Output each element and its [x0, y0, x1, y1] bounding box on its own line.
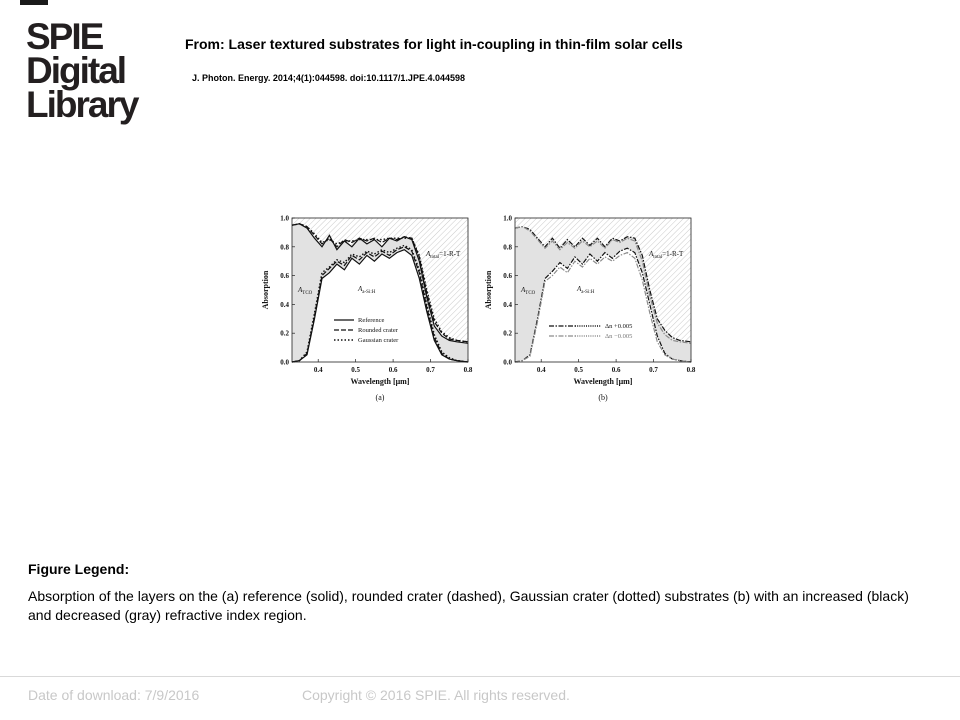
figure-image	[258, 208, 703, 413]
annotation-total: $A_{total}=1-R-T$	[649, 250, 684, 260]
panel-label: (b)	[598, 393, 608, 402]
copyright-notice: Copyright © 2016 SPIE. All rights reserved.	[302, 687, 570, 703]
y-tick-label: 0.8	[280, 243, 289, 252]
y-tick-label: 0.2	[280, 329, 289, 338]
x-tick-label: 0.4	[536, 366, 546, 374]
x-tick-label: 0.5	[574, 366, 584, 374]
y-tick-label: 0.6	[280, 272, 289, 281]
article-title: From: Laser textured substrates for light in-coupling in thin-film solar cells	[185, 36, 683, 52]
y-tick-label: 0.2	[503, 329, 512, 338]
y-axis-label: Absorption	[484, 270, 493, 310]
figure-legend-text: Absorption of the layers on the (a) reference (solid), rounded crater (dashed), Gaussian crater (dotted) substrates (b) with an increased (black) and decreased (gray) refractive index region.	[28, 588, 909, 623]
x-tick-label: 0.6	[611, 366, 621, 374]
x-tick-label: 0.8	[686, 366, 696, 374]
panel-label: (a)	[375, 393, 385, 402]
legend-label: Reference	[358, 317, 385, 324]
x-tick-label: 0.5	[351, 366, 361, 374]
top-marker	[20, 0, 48, 5]
x-tick-label: 0.8	[463, 366, 473, 374]
y-tick-label: 0.4	[503, 300, 512, 309]
legend-label: Δn +0.005	[605, 323, 633, 330]
annotation-total: $A_{total}=1-R-T$	[426, 250, 461, 260]
y-tick-label: 0.8	[503, 243, 512, 252]
annotation-asi: $A_{a-Si:H}$	[577, 285, 595, 295]
y-axis-label: Absorption	[261, 270, 270, 310]
legend-label: Rounded crater	[358, 327, 398, 334]
annotation-tco: $A_{TCO}$	[298, 286, 313, 296]
annotation-asi: $A_{a-Si:H}$	[358, 285, 376, 295]
chart-panel-a	[261, 215, 473, 403]
y-tick-label: 0.6	[503, 272, 512, 281]
spie-digital-library-logo[interactable]	[26, 16, 138, 125]
logo-line-1: SPIE	[26, 16, 103, 57]
y-tick-label: 1.0	[503, 214, 512, 223]
legend-label: Gaussian crater	[358, 337, 399, 344]
annotation-tco: $A_{TCO}$	[521, 286, 536, 296]
footer-divider	[0, 676, 960, 677]
x-axis-label: Wavelength [μm]	[573, 377, 633, 386]
x-tick-label: 0.7	[426, 366, 435, 374]
chart-panel-b	[484, 215, 696, 403]
logo-line-2: Digital	[26, 50, 126, 91]
legend-label: Δn −0.005	[605, 333, 633, 340]
y-tick-label: 0.0	[503, 358, 512, 367]
x-tick-label: 0.6	[388, 366, 398, 374]
x-axis-label: Wavelength [μm]	[350, 377, 410, 386]
y-tick-label: 0.4	[280, 300, 289, 309]
figure-legend-heading: Figure Legend:	[28, 561, 130, 577]
download-date: Date of download: 7/9/2016	[28, 687, 200, 703]
y-tick-label: 0.0	[280, 358, 289, 367]
article-citation: J. Photon. Energy. 2014;4(1):044598. doi:10.1117/1.JPE.4.044598	[192, 73, 465, 83]
x-tick-label: 0.4	[313, 366, 323, 374]
logo-line-3: Library	[26, 84, 138, 125]
y-tick-label: 1.0	[280, 214, 289, 223]
x-tick-label: 0.7	[649, 366, 658, 374]
